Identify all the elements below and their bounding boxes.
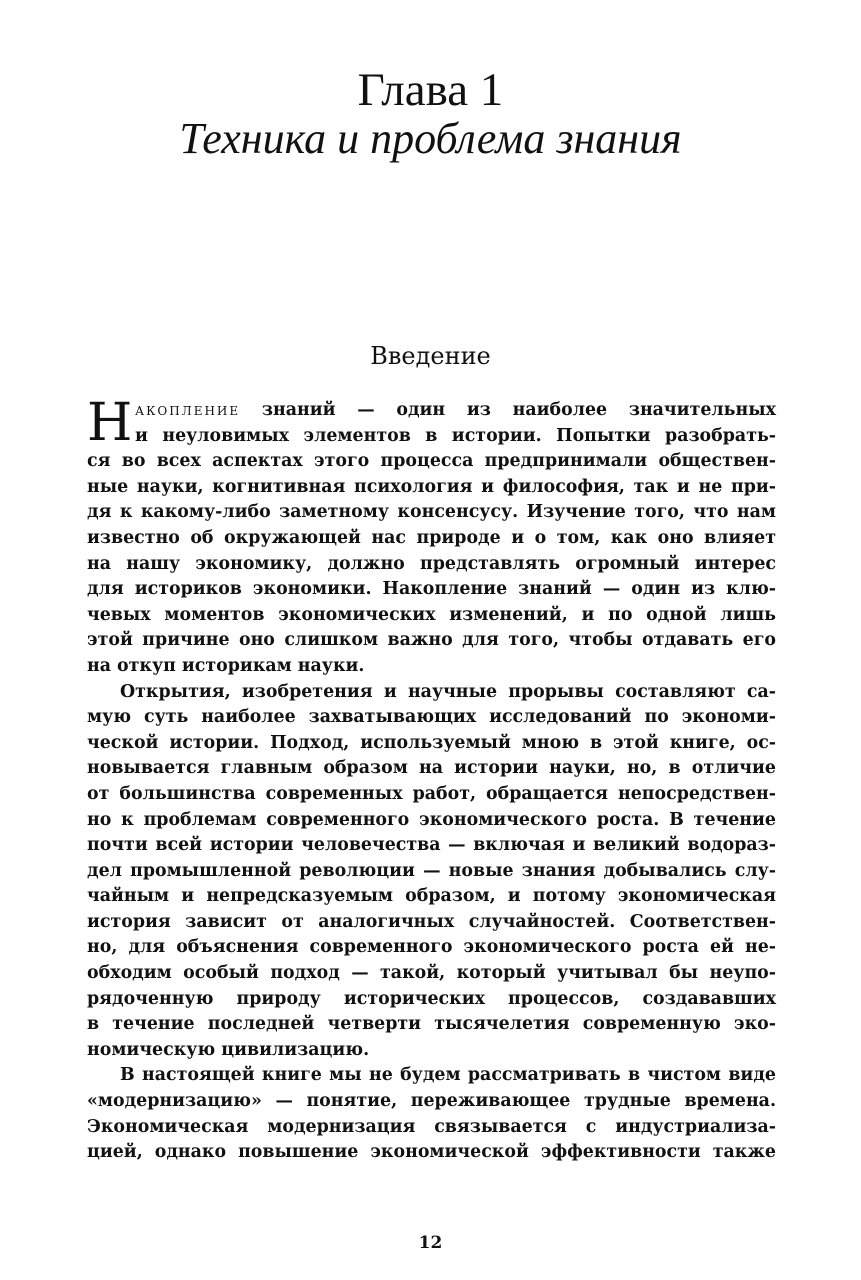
paragraph-line: мую суть наиболее захватывающих исследований по экономи- (87, 707, 776, 728)
chapter-title: Техника и проблема знания (179, 114, 682, 163)
paragraph-line: для историков экономики. Накопление знаний — один из клю- (87, 579, 776, 600)
paragraph-line: но, для объяснения современного экономического роста ей не- (87, 937, 776, 958)
page-number: 12 (418, 1233, 443, 1253)
body-text (87, 393, 776, 1166)
paragraph-line: известно об окружающей нас природе и о том, как оно влияет (87, 527, 776, 548)
paragraph-line: «модернизацию» — понятие, переживающее трудные времена. (87, 1091, 776, 1112)
paragraph-line (87, 398, 776, 424)
paragraph-line: новывается главным образом на истории науки, но, в отличие (87, 758, 776, 779)
paragraph-line: ся во всех аспектах этого процесса предпринимали обществен- (87, 451, 776, 472)
paragraph-line: ческой истории. Подход, используемый мною в этой книге, ос- (87, 732, 776, 753)
paragraph-line: этой причине оно слишком важно для того, чтобы отдавать его (87, 630, 776, 651)
paragraph-line: чевых моментов экономических изменений, и по одной лишь (87, 604, 776, 625)
chapter-number: Глава 1 (357, 64, 504, 116)
paragraph-line: рядоченную природу исторических процессов, создававших (87, 988, 776, 1009)
paragraph-line: обходим особый подход — такой, который учитывал бы неупо- (87, 963, 776, 984)
paragraph-line: В настоящей книге мы не будем рассматривать в чистом виде (120, 1065, 776, 1086)
paragraph-line: дя к какому-либо заметному консенсусу. Изучение того, что нам (87, 502, 776, 523)
paragraph-line: от большинства современных работ, обращается непосредствен- (87, 783, 776, 804)
paragraph-line: почти всей истории человечества — включая и великий водораз- (87, 835, 776, 856)
paragraph-line: ные науки, когнитивная психология и философия, так и не при- (87, 476, 776, 497)
paragraph-line: в течение последней четверти тысячелетия современную эко- (87, 1014, 776, 1035)
paragraph-3 (87, 1063, 776, 1165)
paragraph-line: Экономическая модернизация связывается с индустриализа- (87, 1116, 776, 1137)
drop-cap: Н (87, 393, 133, 453)
paragraph-line: но к проблемам современного экономического роста. В течение (87, 809, 776, 830)
paragraph-1 (87, 393, 776, 680)
paragraph-line: дел промышленной революции — новые знания добывались слу- (87, 860, 776, 881)
section-title: Введение (370, 342, 491, 370)
paragraph-2 (87, 680, 776, 1064)
paragraph-line: на нашу экономику, должно представлять огромный интерес (87, 553, 776, 574)
first-line-rest: знаний — один из наиболее значительных (240, 400, 776, 420)
paragraph-line: цией, однако повышение экономической эффективности также (87, 1142, 776, 1163)
paragraph-line: номическую цивилизацию. (87, 1039, 370, 1060)
paragraph-line: чайным и непредсказуемым образом, и потому экономическая (87, 886, 776, 907)
paragraph-line: история зависит от аналогичных случайностей. Соответствен- (87, 911, 776, 932)
paragraph-line: и неуловимых элементов в истории. Попытки разобрать- (135, 425, 776, 446)
small-caps-word: акопление (135, 400, 241, 420)
paragraph-line: Открытия, изобретения и научные прорывы составляют са- (120, 681, 776, 702)
paragraph-line: на откуп историкам науки. (87, 655, 365, 676)
